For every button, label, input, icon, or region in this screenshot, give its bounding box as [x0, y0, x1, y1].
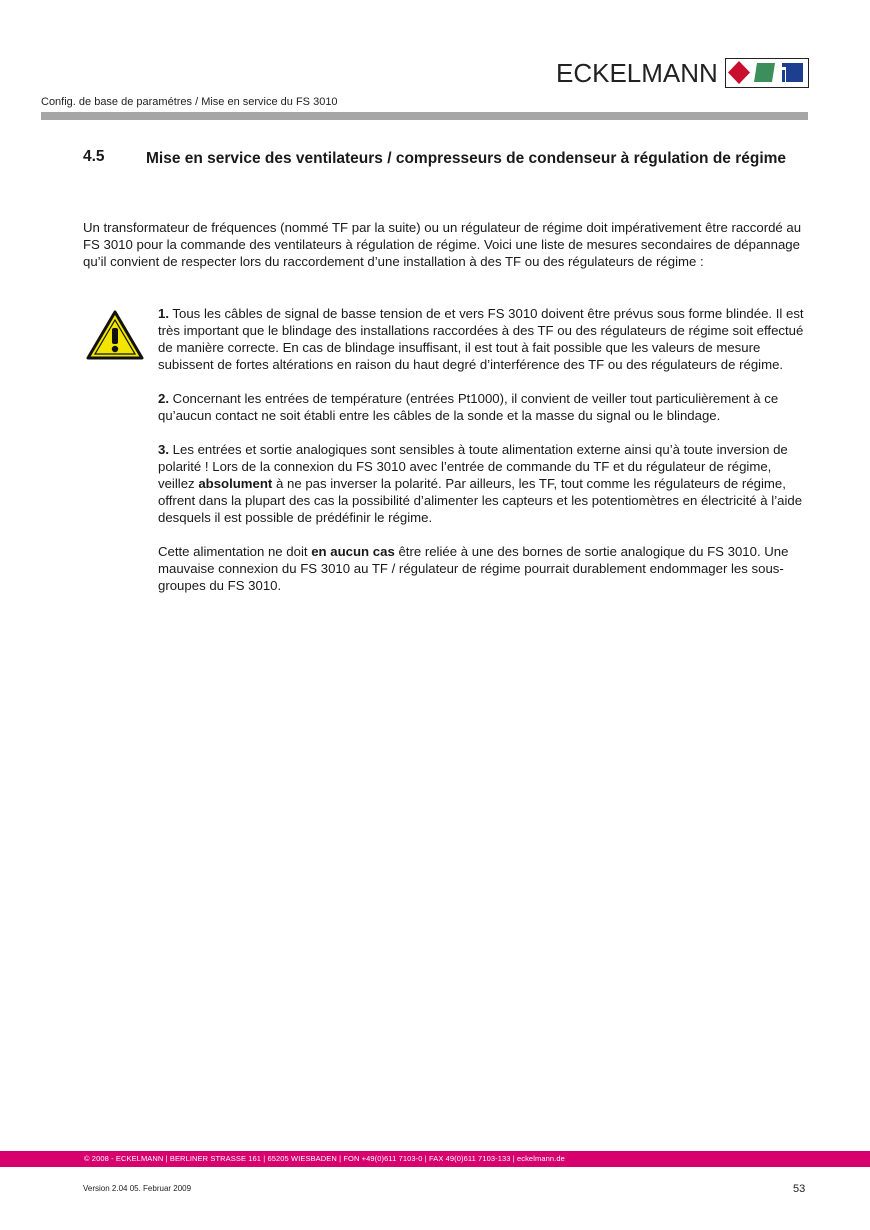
page-number: 53	[793, 1183, 806, 1195]
note-text: Cette alimentation ne doit	[158, 544, 312, 559]
emphasis: absolument	[198, 476, 273, 491]
note-2	[158, 390, 808, 424]
note-1	[158, 305, 808, 373]
header-rule	[41, 112, 808, 120]
footer-contact: © 2008 - ECKELMANN | BERLINER STRASSE 161 | 65205 WIESBADEN | FON +49(0)611 7103-0 | FAX 49(0)611 7103-133 | eckelmann.de	[84, 1154, 565, 1163]
note-4	[158, 543, 808, 594]
eckelmann-logo	[556, 57, 809, 89]
breadcrumb: Config. de base de paramétres / Mise en service du FS 3010	[41, 96, 338, 108]
emphasis: en aucun cas	[311, 544, 395, 559]
eckelmann-logo-icon	[725, 58, 809, 88]
warning-triangle-icon	[86, 310, 144, 365]
note-label: 1.	[158, 306, 169, 321]
note-label: 3.	[158, 442, 169, 457]
note-text: à ne pas inverser la polarité. Par ailleurs, les TF, tout comme les régulateurs de régime, offrent dans la plupart des cas la possibilité d’alimenter les capteurs et les potentiomètres en électricité à l’aide desquels il est possible de prédéfinir le régime.	[158, 476, 803, 525]
note-text: Concernant les entrées de température (entrées Pt1000), il convient de veiller tout particulièrement à ce qu’aucun contact ne soit établi entre les câbles de la sonde et la masse du signal ou le blindage.	[158, 391, 779, 423]
version-info: Version 2.04 05. Februar 2009	[83, 1184, 192, 1193]
note-3	[158, 441, 808, 526]
notes	[158, 305, 808, 611]
note-text: Les entrées et sortie analogiques sont sensibles à toute alimentation externe ainsi qu’à toute inversion de polarité ! Lors de la connexion du FS 3010 avec l’entrée de commande du TF et du régulateur de régime, veillez	[158, 442, 788, 491]
note-text: Tous les câbles de signal de basse tension de et vers FS 3010 doivent être prévus sous forme blindée. Il est très important que le blindage des installations raccordées à des TF ou des régulateurs de régime soit effectué de manière correcte. En cas de blindage insuffisant, il est tout à fait possible que les valeurs de mesure subissent de fortes altérations en raison du haut degré d’interférence des TF ou des régulateurs de régime.	[158, 306, 804, 372]
section-title: Mise en service des ventilateurs / compresseurs de condenseur à régulation de régime	[146, 150, 787, 167]
note-label: 2.	[158, 391, 169, 406]
section-number: 4.5	[83, 148, 105, 165]
note-text: être reliée à une des bornes de sortie analogique du FS 3010. Une mauvaise connexion du FS 3010 au TF / régulateur de régime pourrait durablement endommager les sous-groupes du FS 3010.	[158, 544, 789, 593]
intro-paragraph: Un transformateur de fréquences (nommé TF par la suite) ou un régulateur de régime doit impérativement être raccordé au FS 3010 pour la commande des ventilateurs à régulation de régime. Voici une liste de mesures secondaires de dépannage qu’il convient de respecter lors du raccordement d’une installation à des TF ou des régulateurs de régime :	[83, 220, 802, 269]
logo-text: ECKELMANN	[556, 58, 718, 88]
